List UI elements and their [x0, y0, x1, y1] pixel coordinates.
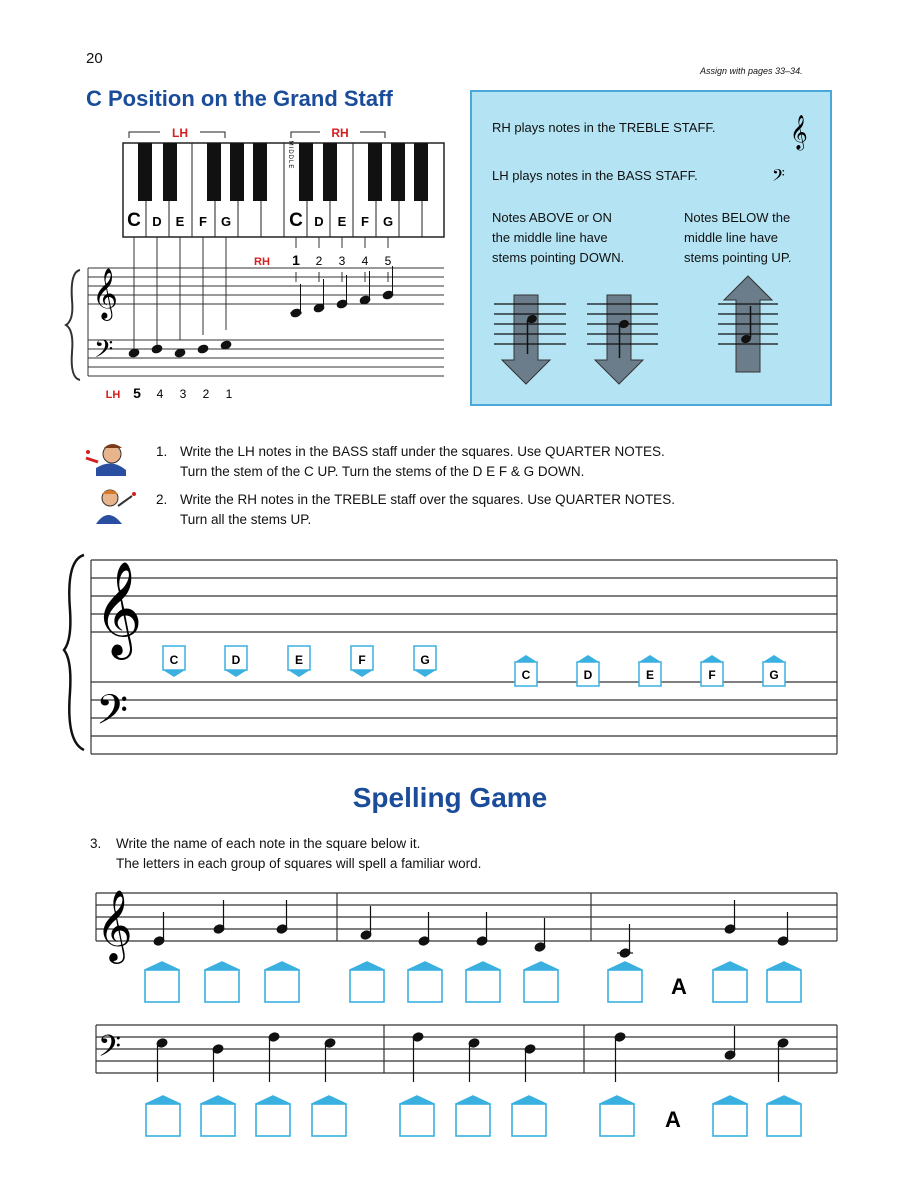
rh-box-d[interactable] — [577, 655, 599, 686]
treble-answer-boxes — [145, 962, 801, 1002]
answer-box[interactable] — [312, 1096, 346, 1136]
instruction-1-number: 1. — [156, 444, 168, 459]
spelling-treble-staff — [96, 893, 837, 941]
assign-note: Assign with pages 33–34. — [700, 66, 803, 76]
answer-box[interactable] — [713, 962, 747, 1002]
bass-clef-icon: 𝄢 — [96, 687, 129, 743]
stems-up-line-3: stems pointing UP. — [684, 250, 792, 265]
rh-finger-5: 5 — [384, 254, 392, 268]
given-letter: A — [665, 1107, 681, 1132]
lh-box-f[interactable] — [351, 646, 373, 677]
answer-box[interactable] — [608, 962, 642, 1002]
lh-finger-3: 3 — [179, 387, 187, 401]
rh-box-label: D — [583, 668, 593, 682]
rh-finger-label: RH — [254, 256, 270, 268]
lh-box-g[interactable] — [414, 646, 436, 677]
treble-clef-icon: 𝄞 — [96, 891, 133, 960]
down-arrow-icon — [494, 295, 566, 384]
page-number: 20 — [86, 50, 103, 67]
lh-box-e[interactable] — [288, 646, 310, 677]
answer-box[interactable] — [512, 1096, 546, 1136]
instruction-1-line-1: Write the LH notes in the BASS staff under the squares. Use QUARTER NOTES. — [180, 444, 665, 459]
spelling-game-title: Spelling Game — [352, 782, 548, 813]
answer-box[interactable] — [400, 1096, 434, 1136]
lh-finger-2: 2 — [202, 387, 210, 401]
rh-key-g: G — [382, 214, 394, 229]
rh-answer-boxes — [515, 655, 785, 686]
boy-illustration-icon — [82, 438, 134, 478]
answer-box[interactable] — [713, 1096, 747, 1136]
answer-box[interactable] — [456, 1096, 490, 1136]
answer-box[interactable] — [256, 1096, 290, 1136]
bass-clef-icon: 𝄢 — [98, 1029, 122, 1070]
lh-key-d: D — [152, 214, 162, 229]
rh-finger-3: 3 — [338, 254, 346, 268]
answer-box[interactable] — [146, 1096, 180, 1136]
instruction-3-line-2: The letters in each group of squares will spell a familiar word. — [116, 856, 482, 871]
rh-key-d: D — [314, 214, 324, 229]
lh-box-label: F — [358, 653, 366, 667]
lh-box-d[interactable] — [225, 646, 247, 677]
rh-key-f: F — [361, 214, 369, 229]
lh-key-f: F — [199, 214, 207, 229]
lh-finger-1: 1 — [225, 387, 233, 401]
grand-staff-small — [66, 268, 444, 380]
middle-c-label: MIDDLE — [287, 140, 293, 170]
stems-down-line-3: stems pointing DOWN. — [492, 250, 625, 265]
instruction-2-number: 2. — [156, 492, 168, 507]
lh-box-label: G — [420, 653, 430, 667]
instruction-3-line-1: Write the name of each note in the square below it. — [116, 836, 421, 851]
answer-box[interactable] — [600, 1096, 634, 1136]
rh-finger-2: 2 — [315, 254, 323, 268]
answer-box[interactable] — [350, 962, 384, 1002]
rh-box-label: G — [769, 668, 779, 682]
lh-bracket-label: LH — [172, 126, 188, 140]
rh-key-e: E — [337, 214, 347, 229]
instruction-2-line-1: Write the RH notes in the TREBLE staff over the squares. Use QUARTER NOTES. — [180, 492, 675, 507]
stems-up-line-1: Notes BELOW the — [684, 210, 791, 225]
bass-answer-boxes — [146, 1096, 801, 1136]
girl-illustration-icon — [88, 484, 140, 528]
answer-box[interactable] — [205, 962, 239, 1002]
answer-box[interactable] — [145, 962, 179, 1002]
up-arrow-icon — [718, 276, 778, 372]
rh-box-c[interactable] — [515, 655, 537, 686]
answer-box[interactable] — [767, 1096, 801, 1136]
instruction-1-line-2: Turn the stem of the C UP. Turn the stems of the D E F & G DOWN. — [180, 464, 585, 479]
lh-finger-5: 5 — [133, 385, 141, 401]
instruction-1 — [180, 442, 665, 482]
lh-bass-text: LH plays notes in the BASS STAFF. — [492, 168, 698, 183]
lh-answer-boxes — [163, 646, 436, 677]
stems-down-line-1: Notes ABOVE or ON — [492, 210, 612, 225]
answer-box[interactable] — [524, 962, 558, 1002]
instruction-3 — [116, 834, 481, 874]
bass-clef-icon: 𝄢 — [772, 167, 785, 189]
keyboard-staff-diagram — [60, 118, 460, 410]
stems-up-line-2: middle line have — [684, 230, 778, 245]
lh-finger-4: 4 — [156, 387, 164, 401]
lh-key-g: G — [220, 214, 232, 229]
instruction-2-line-2: Turn all the stems UP. — [180, 512, 312, 527]
rh-box-label: F — [708, 668, 716, 682]
answer-box[interactable] — [265, 962, 299, 1002]
rh-bracket-label: RH — [331, 126, 349, 140]
piano-keyboard — [123, 140, 444, 237]
lh-finger-label: LH — [105, 389, 121, 401]
lh-box-label: E — [294, 653, 304, 667]
info-panel — [470, 90, 832, 406]
answer-box[interactable] — [466, 962, 500, 1002]
lh-box-c[interactable] — [163, 646, 185, 677]
answer-box[interactable] — [201, 1096, 235, 1136]
lh-key-e: E — [175, 214, 185, 229]
treble-clef-icon: 𝄞 — [790, 116, 808, 149]
lh-box-label: C — [169, 653, 179, 667]
instruction-2 — [180, 490, 675, 530]
rh-box-label: E — [645, 668, 655, 682]
stems-down-line-2: the middle line have — [492, 230, 608, 245]
spelling-bass-staff — [96, 1025, 837, 1073]
down-arrow-icon — [587, 295, 658, 384]
rh-box-f[interactable] — [701, 655, 723, 686]
lh-box-label: D — [231, 653, 241, 667]
answer-box[interactable] — [408, 962, 442, 1002]
stem-direction-diagrams — [472, 92, 834, 408]
rh-finger-4: 4 — [361, 254, 369, 268]
exercise-grand-staff[interactable] — [60, 540, 850, 770]
lh-key-c: C — [127, 210, 141, 231]
answer-box[interactable] — [767, 962, 801, 1002]
rh-treble-text: RH plays notes in the TREBLE STAFF. — [492, 120, 716, 135]
bass-clef-icon: 𝄢 — [94, 336, 114, 369]
section-title: C Position on the Grand Staff — [86, 86, 393, 111]
rh-box-label: C — [521, 668, 531, 682]
rh-box-g[interactable] — [763, 655, 785, 686]
rh-box-e[interactable] — [639, 655, 661, 686]
rh-finger-1: 1 — [292, 252, 300, 268]
instruction-3-number: 3. — [90, 836, 102, 851]
rh-key-c: C — [289, 210, 303, 231]
treble-clef-icon: 𝄞 — [94, 563, 143, 654]
treble-clef-icon: 𝄞 — [92, 269, 119, 318]
spelling-game-staves — [90, 880, 850, 1150]
given-letter: A — [671, 974, 687, 999]
